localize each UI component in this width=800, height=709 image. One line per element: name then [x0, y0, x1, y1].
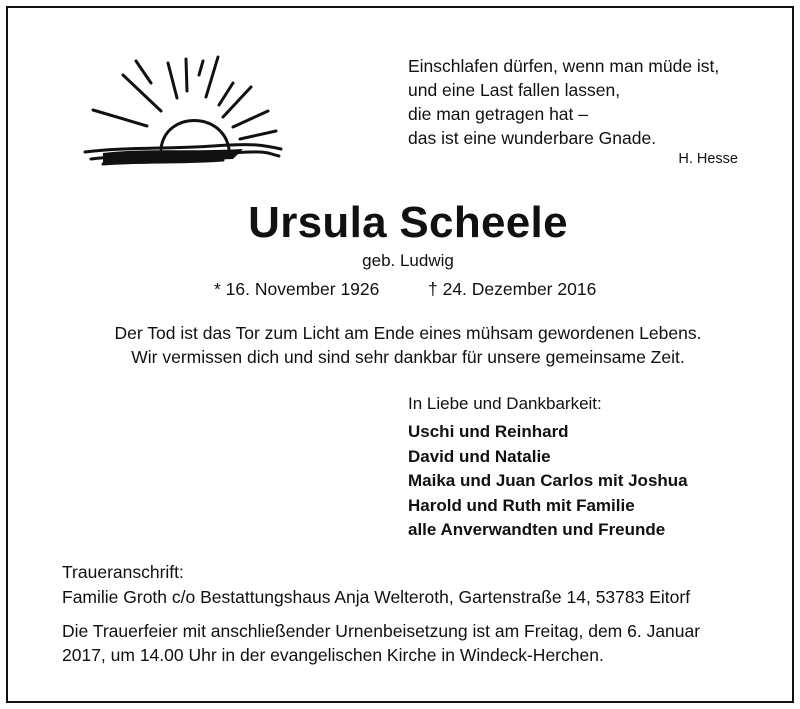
address-label: Traueranschrift: — [62, 562, 184, 582]
verse-line: Der Tod ist das Tor zum Licht am Ende eines mühsam gewordenen Lebens. — [114, 323, 702, 343]
poem-line: und eine Last fallen lassen, — [408, 80, 621, 100]
birth-date: * 16. November 1926 — [214, 279, 380, 299]
death-date: † 24. Dezember 2016 — [428, 279, 597, 299]
poem — [408, 54, 758, 150]
rising-sun-icon — [83, 53, 283, 178]
memorial-verse — [8, 321, 800, 369]
verse-line: Wir vermissen dich und sind sehr dankbar für unsere gemeinsame Zeit. — [131, 347, 685, 367]
poem-line: das ist eine wunderbare Gnade. — [408, 128, 657, 148]
mourner-name: Harold und Ruth mit Familie — [408, 495, 635, 515]
mourning-address: Familie Groth c/o Bestattungshaus Anja Welteroth, Gartenstraße 14, 53783 Eitorf — [62, 587, 691, 607]
mourner-name: Maika und Juan Carlos mit Joshua — [408, 471, 688, 490]
mourner-name: Uschi und Reinhard — [408, 422, 569, 441]
deceased-name: Ursula Scheele — [248, 198, 568, 247]
mourner-name: alle Anverwandten und Freunde — [408, 520, 666, 539]
mourner-name: David und Natalie — [408, 446, 551, 466]
poem-line: Einschlafen dürfen, wenn man müde ist, — [408, 56, 720, 76]
mourners-list — [408, 420, 688, 543]
funeral-line: Die Trauerfeier mit anschließender Urnenbeisetzung ist am Freitag, dem 6. Januar — [62, 621, 701, 641]
funeral-notice — [62, 619, 762, 667]
obituary-frame — [6, 6, 794, 703]
poem-line: die man getragen hat – — [408, 104, 588, 124]
poem-author: H. Hesse — [678, 151, 738, 167]
birth-name: geb. Ludwig — [362, 251, 454, 270]
mourners-intro: In Liebe und Dankbarkeit: — [408, 394, 602, 413]
funeral-line: 2017, um 14.00 Uhr in der evangelischen Kirche in Windeck-Herchen. — [62, 645, 604, 665]
